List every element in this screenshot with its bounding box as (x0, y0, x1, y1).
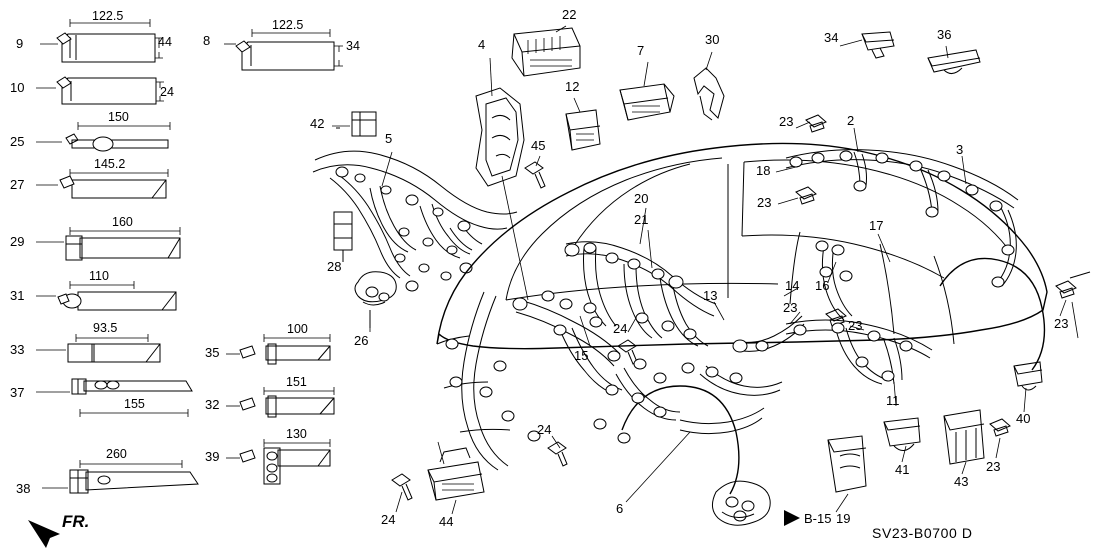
callout-34: 34 (824, 30, 839, 45)
section-reference-label: B-15 (804, 511, 832, 526)
part-30 (694, 68, 724, 120)
callout-29: 29 (10, 234, 25, 249)
part-27 (60, 169, 168, 198)
bolt-24-mid (548, 442, 567, 466)
callout-21: 21 (634, 212, 649, 227)
harness-roof (786, 150, 1018, 287)
callout-18: 18 (756, 163, 771, 178)
callout-22: 22 (562, 7, 577, 22)
callout-40: 40 (1016, 411, 1031, 426)
callout-36: 36 (937, 27, 952, 42)
harness-dash (446, 242, 804, 470)
part-29 (66, 227, 180, 260)
dimension-145-2: 145.2 (94, 157, 126, 171)
part-34 (862, 32, 894, 58)
callout-27: 27 (10, 177, 25, 192)
part-44 (428, 448, 484, 500)
part-10 (57, 77, 164, 104)
callout-16: 16 (815, 278, 830, 293)
part-42 (336, 112, 376, 136)
part-41 (884, 418, 920, 451)
part-39 (240, 439, 330, 484)
callout-3: 3 (956, 142, 964, 157)
part-25 (66, 122, 170, 151)
callout-24-a: 24 (613, 321, 628, 336)
callout-45: 45 (531, 138, 546, 153)
callout-41: 41 (895, 462, 910, 477)
callout-4: 4 (478, 37, 486, 52)
callout-24-c: 24 (381, 512, 396, 527)
part-9 (57, 33, 163, 62)
part-40 (1014, 362, 1042, 390)
callout-42: 42 (310, 116, 325, 131)
part-35 (240, 334, 330, 364)
callout-6: 6 (616, 501, 624, 516)
callout-23-d: 23 (848, 318, 863, 333)
callout-35: 35 (205, 345, 220, 360)
drawing-number: SV23-B0700 D (872, 525, 973, 541)
dimension-93-5: 93.5 (93, 321, 118, 335)
callout-37: 37 (10, 385, 25, 400)
leader-lines (36, 26, 1078, 514)
dimension-151: 151 (286, 375, 307, 389)
part-26 (355, 272, 396, 328)
dimension-34: 34 (346, 39, 360, 53)
callout-39: 39 (205, 449, 220, 464)
dimension-130: 130 (286, 427, 307, 441)
callout-10: 10 (10, 80, 25, 95)
callout-12: 12 (565, 79, 580, 94)
front-direction-label: FR. (62, 512, 90, 531)
dimension-150: 150 (108, 110, 129, 124)
part-38 (70, 460, 198, 493)
callout-9: 9 (16, 36, 24, 51)
bolt-23-mid (796, 187, 816, 204)
part-22 (512, 28, 580, 76)
b15-arrow (784, 510, 800, 526)
part-43 (944, 410, 984, 464)
callout-33: 33 (10, 342, 25, 357)
dimension-100: 100 (287, 322, 308, 336)
callout-24-b: 24 (537, 422, 552, 437)
part-8 (236, 41, 343, 70)
callout-25: 25 (10, 134, 25, 149)
bolt-24-near15 (618, 340, 637, 364)
callout-43: 43 (954, 474, 969, 489)
dimension-44: 44 (158, 35, 172, 49)
bolt-23-e (1056, 272, 1090, 298)
bolt-24-left (392, 474, 412, 500)
callout-5: 5 (385, 131, 393, 146)
callout-11: 11 (886, 393, 900, 408)
part-12 (566, 110, 600, 150)
dimension-260: 260 (106, 447, 127, 461)
part-19 (828, 436, 866, 492)
callout-44: 44 (439, 514, 454, 529)
dimension-122-5-b: 122.5 (272, 18, 304, 32)
callout-2: 2 (847, 113, 855, 128)
callout-8: 8 (203, 33, 211, 48)
dimension-110: 110 (89, 269, 109, 283)
dimension-160: 160 (112, 215, 133, 229)
part-b15-bundle (712, 481, 770, 525)
callout-23-a: 23 (779, 114, 794, 129)
harness-5 (313, 151, 517, 291)
callout-38: 38 (16, 481, 31, 496)
callout-19: 19 (836, 511, 851, 526)
part-31 (58, 281, 176, 310)
part-32 (240, 387, 334, 417)
dimension-122-5-a: 122.5 (92, 9, 124, 23)
callout-23-c: 23 (783, 300, 798, 315)
callout-23-f: 23 (986, 459, 1001, 474)
fr-arrow (28, 520, 60, 548)
bolt-23-upper (806, 115, 826, 132)
callout-30: 30 (705, 32, 720, 47)
part-33 (68, 334, 160, 362)
callout-17: 17 (869, 218, 884, 233)
part-4 (476, 88, 524, 186)
part-45 (525, 162, 545, 188)
callout-31: 31 (10, 288, 25, 303)
callout-32: 32 (205, 397, 220, 412)
bolt-23-d (990, 419, 1010, 436)
dimension-155: 155 (124, 397, 145, 411)
callout-26: 26 (354, 333, 369, 348)
part-36 (928, 50, 980, 74)
callout-28: 28 (327, 259, 342, 274)
callout-14: 14 (785, 278, 800, 293)
part-7 (620, 84, 674, 120)
callout-23-b: 23 (757, 195, 772, 210)
callout-23-e: 23 (1054, 316, 1069, 331)
callout-15: 15 (574, 348, 589, 363)
callout-20: 20 (634, 191, 649, 206)
callout-13: 13 (703, 288, 718, 303)
dimension-24: 24 (160, 85, 174, 99)
callout-7: 7 (637, 43, 645, 58)
